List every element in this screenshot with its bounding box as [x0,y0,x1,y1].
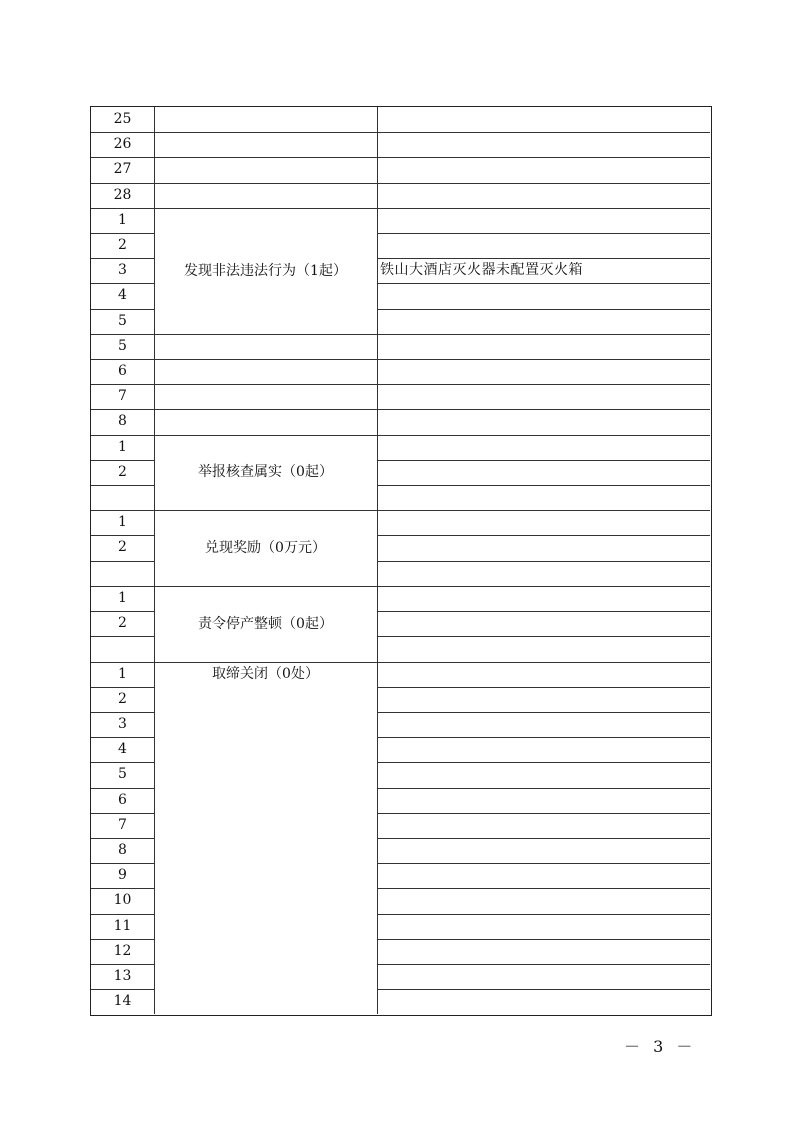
page-number: － 3 － [624,1037,697,1056]
row-divider [377,762,710,763]
row-divider [91,208,710,209]
row-number: 1 [118,665,127,682]
row-number: 2 [118,615,127,632]
category-label: 发现非法违法行为（1起） [184,262,347,279]
row-number: 2 [118,463,127,480]
row-divider [377,561,710,562]
row-divider [91,132,710,133]
row-number: 5 [118,766,127,783]
row-divider [377,939,710,940]
row-number: 1 [118,211,127,228]
row-number: 13 [113,967,132,984]
row-number: 2 [118,237,127,254]
row-divider [377,687,710,688]
category-label: 取缔关闭（0处） [212,666,319,683]
row-divider [91,510,710,511]
row-number: 25 [113,111,132,127]
row-number: 2 [118,539,127,556]
row-divider [377,712,710,713]
row-number: 6 [118,363,127,380]
row-divider [377,535,710,536]
row-divider [91,334,710,335]
row-number: 14 [113,993,132,1010]
row-number: 6 [118,791,127,808]
row-number: 28 [113,186,132,203]
row-number: 10 [113,892,132,909]
row-divider [377,485,710,486]
row-number: 4 [118,287,127,304]
row-divider [377,989,710,990]
row-number [91,636,154,661]
row-number: 7 [118,388,127,405]
row-number: 1 [118,589,127,606]
row-number: 11 [113,917,132,934]
row-number: 3 [118,715,127,732]
row-number: 8 [118,841,127,858]
row-number: 7 [118,816,127,833]
column-divider-number [154,107,155,1014]
row-number: 9 [118,867,127,884]
row-divider [91,183,710,184]
row-divider [91,586,710,587]
row-divider [377,309,710,310]
row-divider [377,460,710,461]
category-label: 责令停产整顿（0起） [198,615,333,632]
row-divider [377,788,710,789]
row-divider [91,435,710,436]
category-label: 兑现奖励（0万元） [205,540,326,557]
row-divider [91,384,710,385]
row-divider [91,409,710,410]
row-divider [377,636,710,637]
row-number: 26 [113,136,132,153]
record-table [90,106,712,1016]
row-number: 3 [118,262,127,279]
row-divider [377,964,710,965]
row-divider [377,611,710,612]
row-divider [377,283,710,284]
row-number: 1 [118,438,127,455]
row-divider [91,359,710,360]
row-number [91,561,154,586]
row-divider [377,838,710,839]
row-number: 4 [118,741,127,758]
row-number: 8 [118,413,127,430]
row-divider [377,233,710,234]
row-divider [91,157,710,158]
row-divider [377,888,710,889]
row-divider [91,662,710,663]
row-divider [377,863,710,864]
row-note: 铁山大酒店灭火器未配置灭火箱 [380,262,583,279]
row-number: 5 [118,312,127,329]
row-number: 2 [118,690,127,707]
category-label: 举报核查属实（0起） [198,464,333,481]
row-number: 1 [118,514,127,531]
row-number [91,485,154,510]
row-number: 5 [118,337,127,354]
row-number: 12 [113,942,132,959]
row-divider [377,737,710,738]
row-divider [377,813,710,814]
row-divider [377,914,710,915]
row-number: 27 [113,161,132,178]
